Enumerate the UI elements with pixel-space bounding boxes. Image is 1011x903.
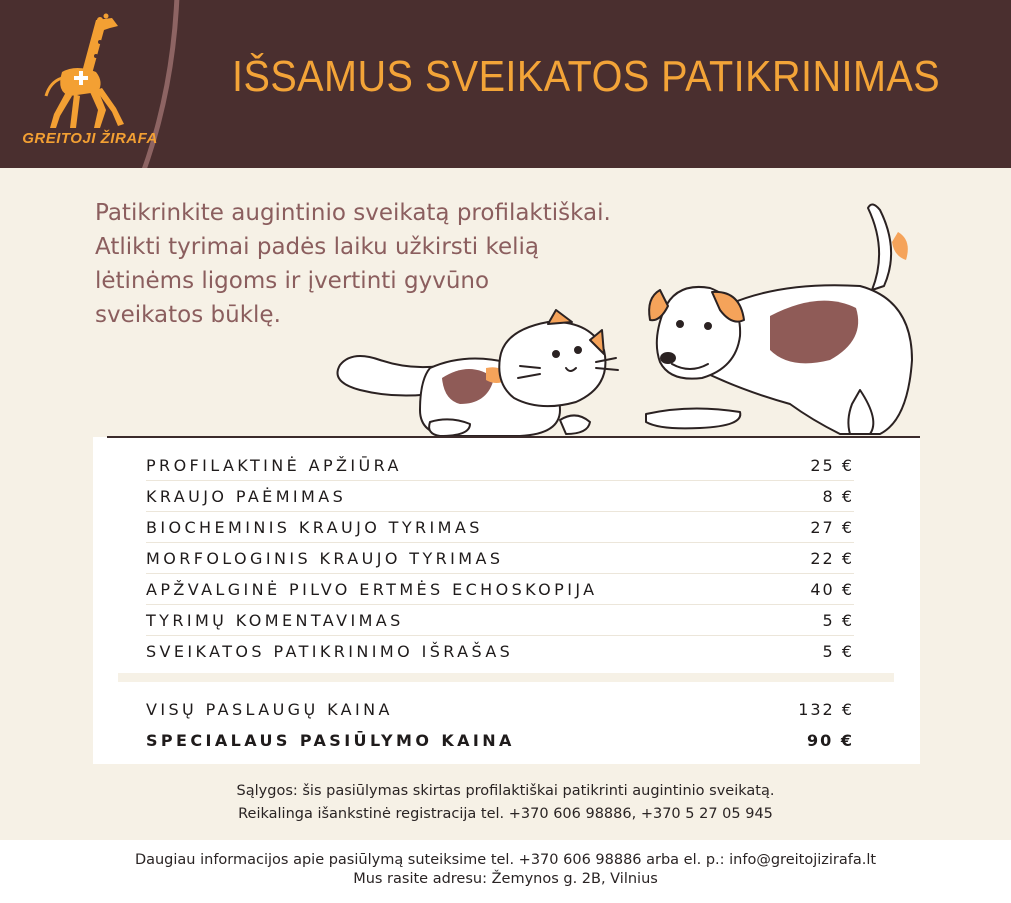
footer-line: Daugiau informacijos apie pasiūlymą suteiksime tel. +370 606 98886 arba el. p.: info@greitojizirafa.lt [134,852,877,868]
conditions-line: Sąlygos: šis pasiūlymas skirtas profilaktiškai patikrinti augintinio sveikatą. [236,783,775,799]
price-row-label: TYRIMŲ KOMENTAVIMAS [146,611,404,630]
price-divider [118,673,894,682]
intro-line: Patikrinkite augintinio sveikatą profilaktiškai. [95,200,611,226]
price-row-value: 40 € [810,580,854,599]
giraffe-icon [20,12,150,137]
price-row-label: BIOCHEMINIS KRAUJO TYRIMAS [146,518,483,537]
giraffe-logo[interactable] [20,12,158,162]
conditions-line: Reikalinga išankstinė registracija tel. +370 606 98886, +370 5 27 05 945 [238,806,773,822]
special-price-label: SPECIALAUS PASIŪLYMO KAINA [146,731,515,750]
intro-line: Atlikti tyrimai padės laiku užkirsti kelią [95,234,539,260]
price-row-label: SVEIKATOS PATIKRINIMO IŠRAŠAS [146,642,514,661]
price-row-value: 22 € [810,549,854,568]
special-price-value: 90 € [807,731,854,750]
price-row-label: MORFOLOGINIS KRAUJO TYRIMAS [146,549,504,568]
price-row-label: KRAUJO PAĖMIMAS [146,487,347,506]
conditions-text [0,780,1011,826]
total-price-row [146,695,854,725]
total-price-value: 132 € [798,700,854,719]
price-row [146,512,854,543]
price-row [146,636,854,667]
price-row-label: PROFILAKTINĖ APŽIŪRA [146,456,402,475]
header-banner [0,0,1011,168]
cat-icon [338,310,619,436]
price-row [146,605,854,636]
price-row [146,574,854,605]
price-row-value: 5 € [822,642,854,661]
special-price-row [146,726,854,756]
intro-line: sveikatos būklę. [95,302,281,328]
footer-contact [0,851,1011,889]
price-row [146,543,854,574]
price-row-label: APŽVALGINĖ PILVO ERTMĖS ECHOSKOPIJA [146,580,598,599]
price-row [146,481,854,512]
price-row-value: 27 € [810,518,854,537]
logo-text: GREITOJI ŽIRAFA [22,130,158,147]
dog-icon [646,204,912,434]
intro-line: lėtinėms ligoms ir įvertinti gyvūno [95,268,490,294]
total-price-label: VISŲ PASLAUGŲ KAINA [146,700,393,719]
price-row-value: 8 € [822,487,854,506]
footer-line: Mus rasite adresu: Žemynos g. 2B, Vilnius [353,871,658,887]
price-list-top-line [107,436,920,438]
price-row-value: 25 € [810,456,854,475]
pets-illustration [0,190,1011,450]
price-row [146,450,854,481]
price-row-value: 5 € [822,611,854,630]
page-title: IŠSAMUS SVEIKATOS PATIKRINIMAS [232,52,941,101]
